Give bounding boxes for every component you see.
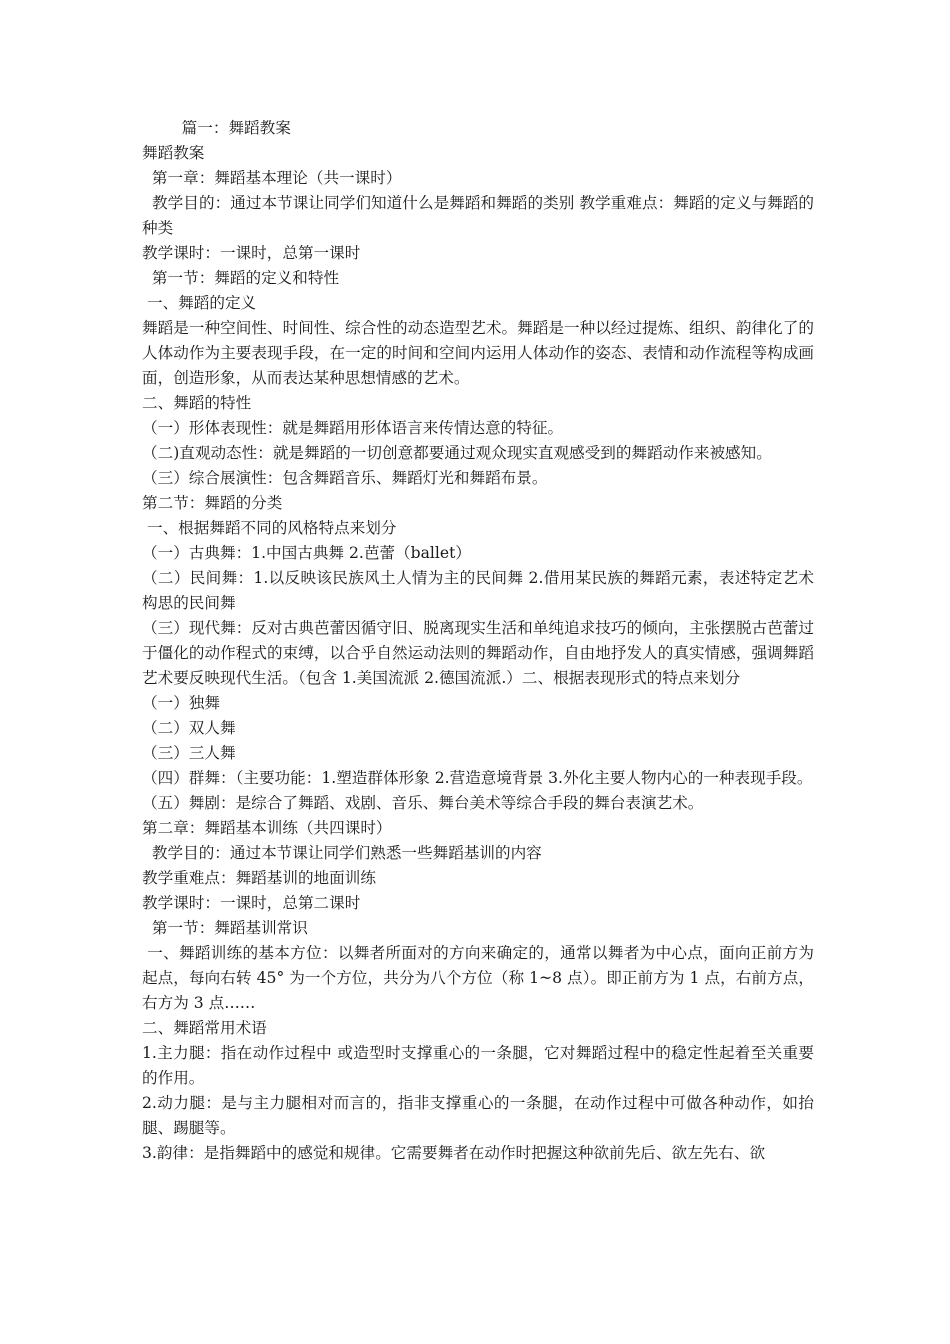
list-item: （三）现代舞：反对古典芭蕾因循守旧、脱离现实生活和单纯追求技巧的倾向，主张摆脱古芭蕾过于僵化的动作程式的束缚，以合乎自然运动法则的舞蹈动作，自由地抒发人的真实情感，强调舞蹈艺术要反映现代生活。（包含 1.美国流派 2.德国流派.）二、根据表现形式的特点来划分 bbox=[142, 619, 814, 687]
list-item: （二）双人舞 bbox=[142, 719, 236, 737]
list-item: （二)直观动态性：就是舞蹈的一切创意都要通过观众现实直观感受到的舞蹈动作来被感知。 bbox=[142, 444, 772, 462]
list-item: 2.动力腿：是与主力腿相对而言的，指非支撑重心的一条腿，在动作过程中可做各种动作，如抬腿、踢腿等。 bbox=[142, 1094, 814, 1137]
list-item: （三）三人舞 bbox=[142, 744, 236, 762]
chapter-heading: 第二章：舞蹈基本训练（共四课时） bbox=[142, 819, 392, 837]
list-item: （一）形体表现性：就是舞蹈用形体语言来传情达意的特征。 bbox=[142, 419, 564, 437]
paragraph: 教学课时：一课时，总第一课时 bbox=[142, 244, 361, 262]
list-item: 1.主力腿：指在动作过程中 或造型时支撑重心的一条腿，它对舞蹈过程中的稳定性起着至关重要的作用。 bbox=[142, 1044, 814, 1087]
list-item: （四）群舞：（主要功能：1.塑造群体形象 2.营造意境背景 3.外化主要人物内心的一种表现手段。 bbox=[142, 769, 813, 787]
paragraph: 教学重难点：舞蹈基训的地面训练 bbox=[142, 869, 376, 887]
subsection-heading: 一、舞蹈的定义 bbox=[142, 294, 257, 312]
section-heading: 第二节：舞蹈的分类 bbox=[142, 494, 283, 512]
section-heading: 第一节：舞蹈的定义和特性 bbox=[142, 269, 340, 287]
list-item: （二）民间舞：1.以反映该民族风土人情为主的民间舞 2.借用某民族的舞蹈元素，表述特定艺术构思的民间舞 bbox=[142, 569, 814, 612]
doc-title: 舞蹈教案 bbox=[142, 144, 205, 162]
list-item: （一）古典舞：1.中国古典舞 2.芭蕾（ballet） bbox=[142, 544, 471, 562]
chapter-heading: 第一章：舞蹈基本理论（共一课时） bbox=[142, 169, 402, 187]
subsection-heading: 二、舞蹈常用术语 bbox=[142, 1019, 267, 1037]
doc-heading: 篇一：舞蹈教案 bbox=[142, 119, 291, 137]
paragraph: 教学课时：一课时，总第二课时 bbox=[142, 894, 361, 912]
list-item: （三）综合展演性：包含舞蹈音乐、舞蹈灯光和舞蹈布景。 bbox=[142, 469, 548, 487]
subsection-heading: 二、舞蹈的特性 bbox=[142, 394, 252, 412]
list-item: （五）舞剧：是综合了舞蹈、戏剧、音乐、舞台美术等综合手段的舞台表演艺术。 bbox=[142, 794, 704, 812]
paragraph: 一、舞蹈训练的基本方位：以舞者所面对的方向来确定的，通常以舞者为中心点，面向正前方为起点，每向右转 45° 为一个方位，共分为八个方位（称 1~8 点）。即正前方为 1 点，右前方点，右方为 3 点…… bbox=[142, 944, 814, 1012]
document-body bbox=[142, 116, 814, 1166]
section-heading: 第一节：舞蹈基训常识 bbox=[142, 919, 308, 937]
paragraph: 舞蹈是一种空间性、时间性、综合性的动态造型艺术。舞蹈是一种以经过提炼、组织、韵律化了的人体动作为主要表现手段，在一定的时间和空间内运用人体动作的姿态、表情和动作流程等构成画面，创造形象，从而表达某种思想情感的艺术。 bbox=[142, 319, 814, 387]
list-item: 3.韵律：是指舞蹈中的感觉和规律。它需要舞者在动作时把握这种欲前先后、欲左先右、欲 bbox=[142, 1144, 766, 1162]
paragraph: 教学目的：通过本节课让同学们知道什么是舞蹈和舞蹈的类别 教学重难点：舞蹈的定义与舞蹈的种类 bbox=[142, 194, 814, 237]
subsection-heading: 一、根据舞蹈不同的风格特点来划分 bbox=[142, 519, 397, 537]
paragraph: 教学目的：通过本节课让同学们熟悉一些舞蹈基训的内容 bbox=[142, 844, 542, 862]
list-item: （一）独舞 bbox=[142, 694, 220, 712]
